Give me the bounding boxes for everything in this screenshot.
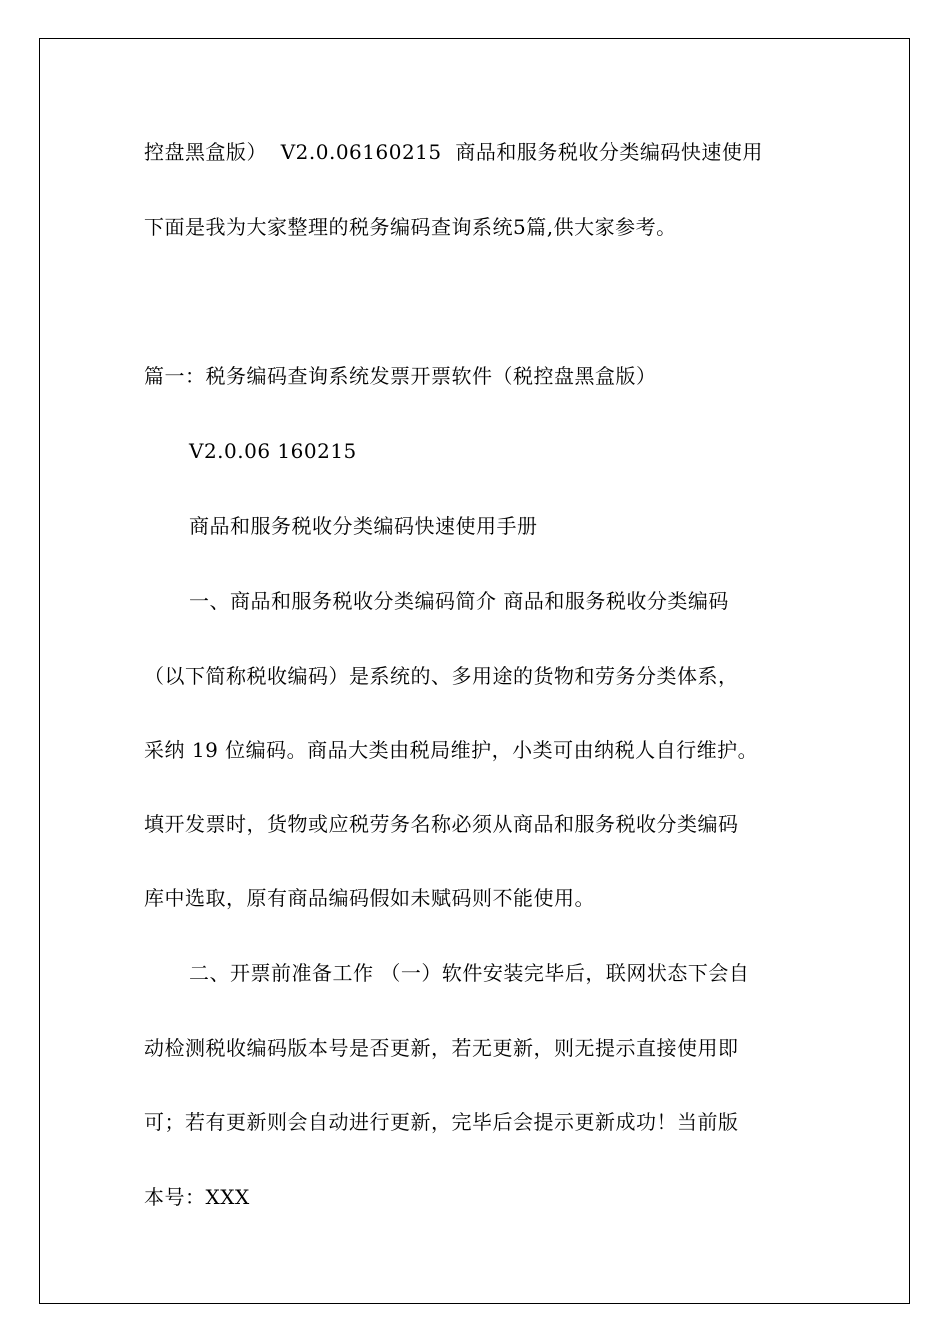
text-line-10: 库中选取，原有商品编码假如未赋码则不能使用。 (144, 886, 595, 910)
text-line-12: 动检测税收编码版本号是否更新，若无更新，则无提示直接使用即 (144, 1036, 739, 1060)
text-line-1: 控盘黑盒版） V2.0.06160215 商品和服务税收分类编码快速使用 (144, 140, 763, 164)
text-line-11: 二、开票前准备工作 （一）软件安装完毕后，联网状态下会自 (189, 961, 750, 985)
text-line-8: 采纳 19 位编码。商品大类由税局维护，小类可由纳税人自行维护。 (144, 738, 759, 762)
text-line-14: 本号：XXX (144, 1185, 250, 1209)
text-line-7: （以下简称税收编码）是系统的、多用途的货物和劳务分类体系， (144, 664, 739, 688)
text-line-13: 可；若有更新则会自动进行更新，完毕后会提示更新成功！当前版 (144, 1110, 739, 1134)
manual-title: 商品和服务税收分类编码快速使用手册 (189, 514, 538, 538)
text-line-9: 填开发票时，货物或应税劳务名称必须从商品和服务税收分类编码 (144, 812, 739, 836)
section-heading-1: 篇一：税务编码查询系统发票开票软件（税控盘黑盒版） (144, 364, 657, 388)
text-line-2: 下面是我为大家整理的税务编码查询系统5篇,供大家参考。 (144, 215, 677, 239)
text-line-6: 一、商品和服务税收分类编码简介 商品和服务税收分类编码 (189, 589, 729, 613)
version-line: V2.0.06 160215 (189, 439, 357, 463)
